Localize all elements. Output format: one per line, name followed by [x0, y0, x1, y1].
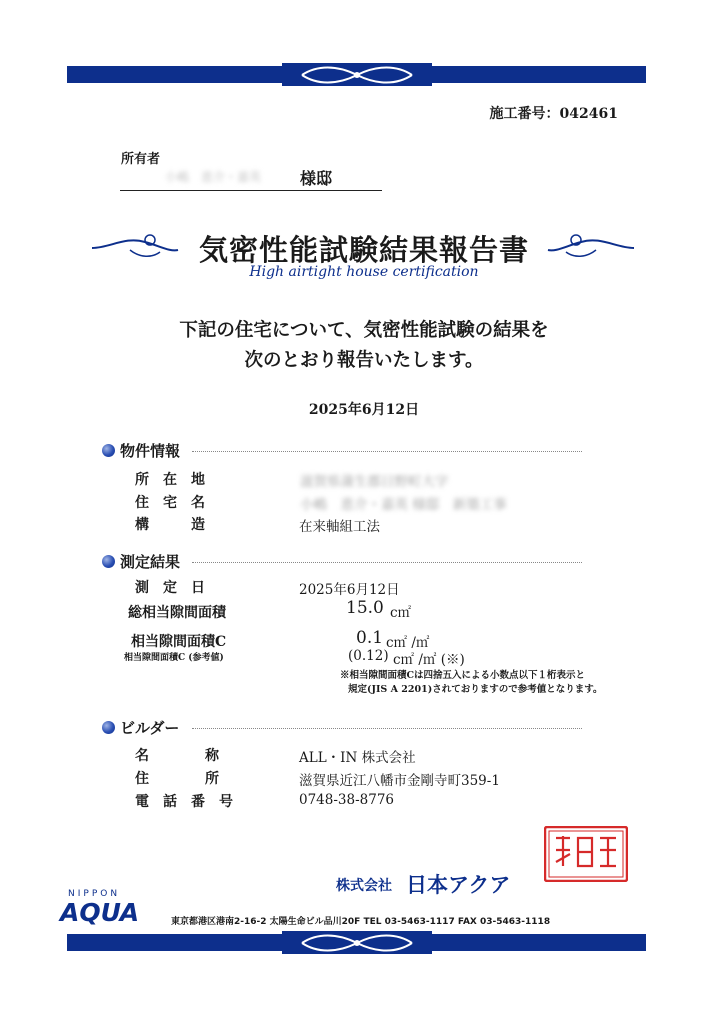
note-line-2: 規定(JIS A 2201)されておりますので参考値となります。: [348, 684, 603, 695]
property-heading-text: 物件情報: [120, 442, 181, 460]
owner-label: 所有者: [121, 152, 161, 167]
serial-number: 施工番号：042461: [489, 106, 618, 122]
top-band: [67, 66, 646, 83]
builder-heading-text: ビルダー: [120, 719, 180, 737]
property-label-structure: 構 造: [135, 517, 205, 533]
ornament-bottom: [282, 931, 432, 954]
bullet-icon: [102, 444, 115, 457]
measure-date-value: 2025年6月12日: [299, 582, 400, 598]
ref-value: (0.12): [348, 648, 389, 664]
property-value-location: 滋賀県蒲生郡日野町大字: [300, 474, 449, 490]
document-title: 気密性能試験結果報告書: [198, 233, 529, 267]
builder-label-phone: 電 話 番 号: [135, 794, 233, 810]
ornament-top: [282, 63, 432, 86]
property-label-location: 所 在 地: [135, 472, 205, 488]
bullet-icon: [102, 555, 115, 568]
company-prefix: 株式会社: [336, 878, 392, 894]
company-address: 東京都港区港南2-16-2 太陽生命ビル品川20F TEL 03-5463-1117 FAX 03-5463-1118: [171, 917, 551, 927]
measure-date-label: 測 定 日: [135, 580, 205, 596]
builder-section-heading: [102, 717, 179, 738]
builder-label-address: 住 所: [135, 771, 219, 787]
c-value-label: 相当隙間面積C: [131, 634, 227, 650]
total-area-label: 総相当隙間面積: [128, 605, 226, 621]
builder-value-address: 滋賀県近江八幡市金剛寺町359-1: [299, 773, 500, 789]
property-section-heading: [102, 440, 180, 461]
c-value-unit: c㎡ /㎡: [386, 635, 430, 651]
logo-aqua-text: AQUA: [60, 898, 140, 927]
property-value-structure: 在来軸組工法: [299, 519, 380, 535]
owner-name: 小嶋 恵介・嘉英: [165, 170, 262, 184]
ref-value-label: 相当隙間面積C (参考値): [124, 653, 224, 663]
c-value: 0.1: [356, 628, 384, 648]
ref-value-unit: c㎡ /㎡ (※): [393, 652, 465, 668]
bullet-icon: [102, 721, 115, 734]
section-divider: [192, 451, 582, 452]
property-label-name: 住 宅 名: [135, 495, 205, 511]
builder-value-phone: 0748-38-8776: [299, 792, 395, 808]
bottom-band: [67, 934, 646, 951]
results-heading-text: 測定結果: [120, 553, 181, 571]
company-seal-icon: [544, 826, 628, 882]
builder-label-name: 名 称: [135, 748, 219, 764]
results-section-heading: [102, 551, 180, 572]
section-divider: [192, 562, 582, 563]
total-area-unit: c㎡: [390, 605, 412, 621]
owner-underline: [120, 190, 382, 191]
issue-date: 2025年6月12日: [308, 402, 420, 418]
total-area-value: 15.0: [346, 598, 384, 618]
intro-line-2: 次のとおり報告いたします。: [244, 350, 484, 371]
property-value-name: 小嶋 恵介・嘉英 様邸 新築工事: [300, 497, 507, 513]
intro-line-1: 下記の住宅について、気密性能試験の結果を: [179, 320, 549, 341]
company-name: 日本アクア: [406, 873, 511, 897]
note-line-1: ※相当隙間面積Cは四捨五入による小数点以下１桁表示と: [340, 670, 586, 681]
owner-suffix: 様邸: [300, 169, 333, 188]
section-divider: [192, 728, 582, 729]
document-subtitle: High airtight house certification: [249, 264, 479, 280]
builder-value-name: ALL・IN 株式会社: [299, 750, 416, 766]
logo-nippon-text: NIPPON: [68, 889, 121, 899]
